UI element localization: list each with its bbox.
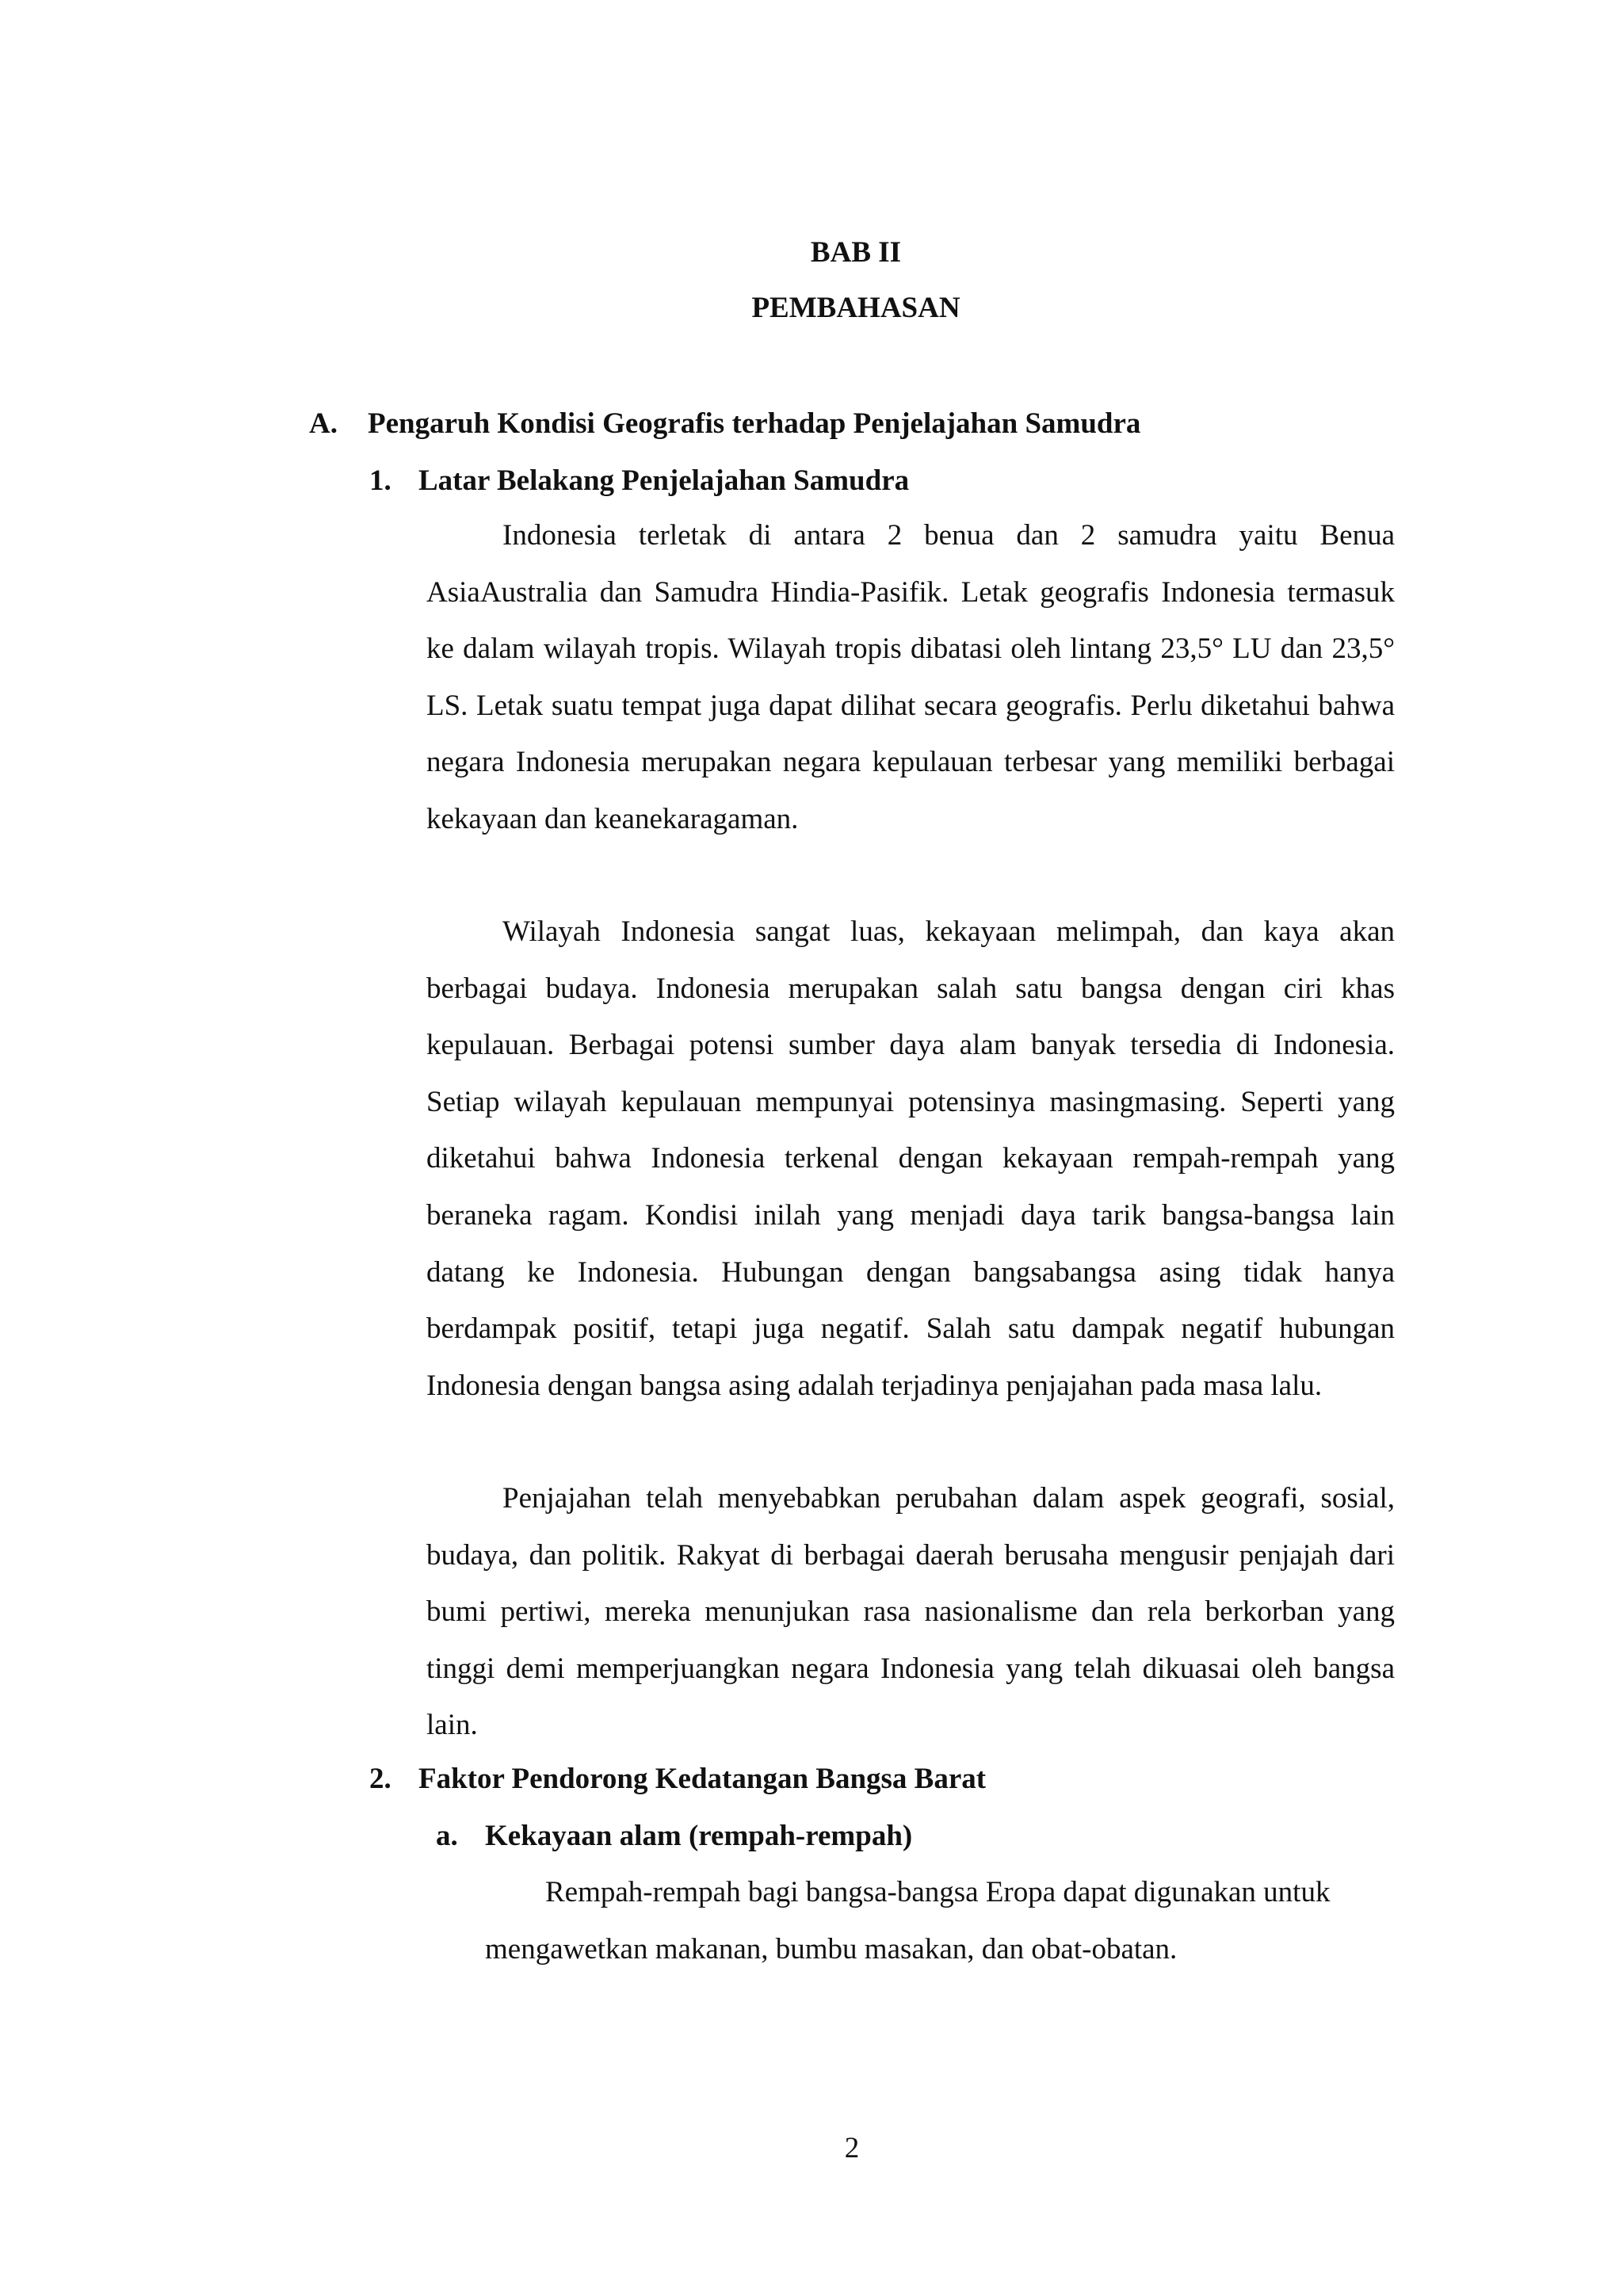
subsection-2-title: Faktor Pendorong Kedatangan Bangsa Barat [418,1763,987,1795]
paragraph-3: Penjajahan telah menyebabkan perubahan dalam aspek geografi, sosial, budaya, dan politik. Rakyat di berbagai daerah berusaha mengusir penjajah dari bumi pertiwi, mereka menunjukan rasa nasionalisme dan rela berkorban yang tinggi demi memperjuangkan negara Indonesia yang telah dikuasai oleh bangsa lain. [426,1482,1395,1742]
subsection-2-heading [369,1761,986,1797]
section-a-marker: A. [309,407,338,440]
page-number: 2 [844,2132,860,2164]
subsection-1-heading [369,463,909,499]
subsection-2-marker: 2. [369,1763,391,1795]
paragraph-2: Wilayah Indonesia sangat luas, kekayaan melimpah, dan kaya akan berbagai budaya. Indonesia merupakan salah satu bangsa dengan ciri khas kepulauan. Berbagai potensi sumber daya alam banyak tersedia di Indonesia. Setiap wilayah kepulauan mempunyai potensinya masingmasing. Seperti yang diketahui bahwa Indonesia terkenal dengan kekayaan rempah-rempah yang beraneka ragam. Kondisi inilah yang menjadi daya tarik bangsa-bangsa lain datang ke Indonesia. Hubungan dengan bangsabangsa asing tidak hanya berdampak positif, tetapi juga negatif. Salah satu dampak negatif hubungan Indonesia dengan bangsa asing adalah terjadinya penjajahan pada masa lalu. [426,915,1395,1402]
subsection-a-title: Kekayaan alam (rempah-rempah) [485,1820,913,1852]
chapter-number: BAB II [810,236,902,269]
section-a-heading [309,406,1140,442]
paragraph-1: Indonesia terletak di antara 2 benua dan 2 samudra yaitu Benua AsiaAustralia dan Samudra Hindia-Pasifik. Letak geografis Indonesia termasuk ke dalam wilayah tropis. Wilayah tropis dibatasi oleh lintang 23,5° LU dan 23,5° LS. Letak suatu tempat juga dapat dilihat secara geografis. Perlu diketahui bahwa negara Indonesia merupakan negara kepulauan terbesar yang memiliki berbagai kekayaan dan keanekaragaman. [426,519,1395,835]
paragraph-4: Rempah-rempah bagi bangsa-bangsa Eropa dapat digunakan untuk mengawetkan makanan, bumbu masakan, dan obat-obatan. [485,1876,1331,1966]
section-a-title: Pengaruh Kondisi Geografis terhadap Penjelajahan Samudra [368,407,1141,440]
subsection-a-heading [436,1818,912,1855]
chapter-title: PEMBAHASAN [751,292,960,324]
subsection-1-title: Latar Belakang Penjelajahan Samudra [418,464,910,497]
subsection-a-marker: a. [436,1820,458,1852]
subsection-1-marker: 1. [369,464,391,497]
